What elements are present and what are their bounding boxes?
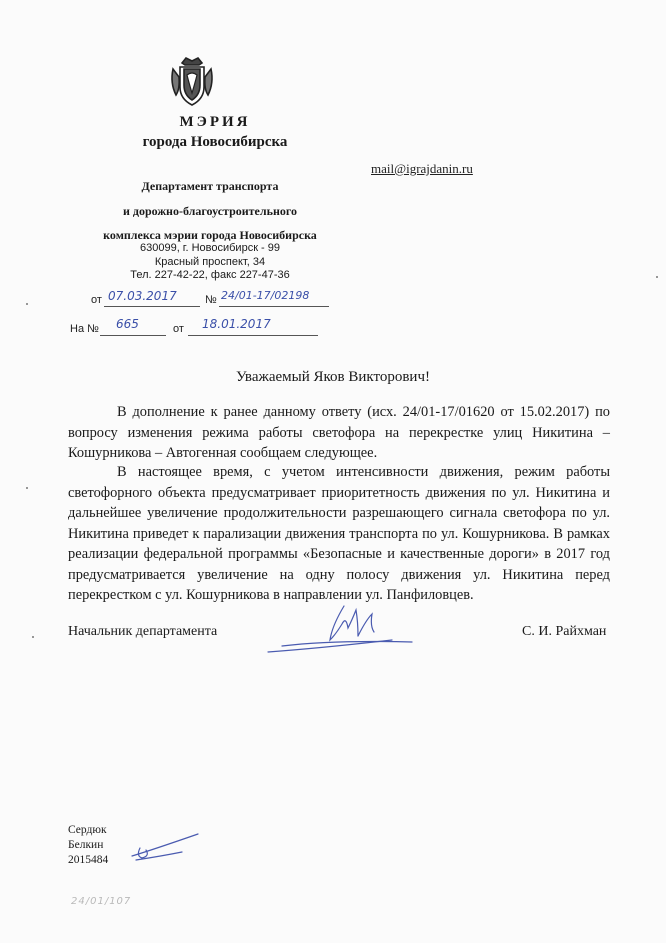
address-line: Красный проспект, 34 <box>154 255 266 268</box>
department-block <box>60 174 360 248</box>
coat-of-arms-icon <box>168 55 216 109</box>
department-line: и дорожно-благоустроительного <box>122 203 298 218</box>
archive-stamp: 24/01/107 <box>71 896 132 907</box>
reply-date-label: от <box>173 323 184 335</box>
department-line: комплекса мэрии города Новосибирска <box>103 228 317 242</box>
department-line: Департамент транспорта <box>141 179 279 193</box>
reply-number: 665 <box>116 317 139 331</box>
org-name: МЭРИЯ <box>179 114 251 130</box>
registration-date: 07.03.2017 <box>108 289 177 303</box>
executor-line: 2015484 <box>68 854 109 866</box>
scan-speck <box>26 487 28 489</box>
scan-speck <box>32 636 34 638</box>
paragraph: В настоящее время, с учетом интенсивности движения, режим работы светофорного объекта предусматривает приоритетность движения по ул. Никитина и дальнейшее увеличение продолжительности разрешающего сигнала светофора по ул. Никитина приведет к парализации движения транспорта по ул. Кошурникова. В рамках реализации федеральной программы «Безопасные и качественные дороги» в 2017 год предусматривается увеличение на одну полосу движения ул. Никитина перед перекрестком с ул. Кошурникова в направлении ул. Панфиловцев. <box>68 464 610 603</box>
address-line: Тел. 227-42-22, факс 227-47-36 <box>130 269 290 281</box>
handwritten-signature <box>262 596 422 660</box>
date-label: от <box>91 294 102 306</box>
executor-initials-signature <box>122 826 202 866</box>
scan-speck <box>26 303 28 305</box>
signatory-name: С. И. Райхман <box>522 624 607 639</box>
recipient-email[interactable]: mail@igrajdanin.ru <box>371 161 473 176</box>
executor-line: Белкин <box>68 839 104 851</box>
city-name: города Новосибирска <box>142 134 288 150</box>
registration-number: 24/01-17/02198 <box>221 289 310 302</box>
signature-title: Начальник департамента <box>68 624 218 639</box>
reply-date: 18.01.2017 <box>202 317 271 331</box>
reply-label: На № <box>70 323 99 335</box>
executor-line: Сердюк <box>68 824 107 836</box>
executors-block <box>68 823 108 868</box>
scan-speck <box>656 276 658 278</box>
address-line: 630099, г. Новосибирск - 99 <box>139 242 281 254</box>
number-label: № <box>205 294 217 306</box>
address-block <box>75 242 345 283</box>
paragraph: В дополнение к ранее данному ответу (исх. 24/01-17/01620 от 15.02.2017) по вопросу изменения режима работы светофора на перекрестке улиц Никитина – Кошурникова – Автогенная сообщаем следующее. <box>68 404 610 461</box>
greeting: Уважаемый Яков Викторович! <box>236 369 430 385</box>
